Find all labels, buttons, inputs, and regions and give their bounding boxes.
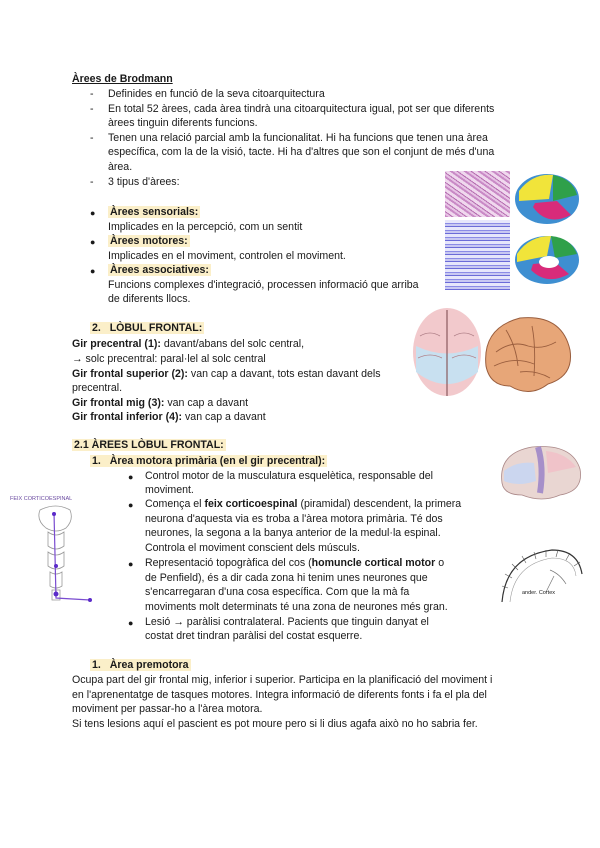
motor-cortex-brain [496, 441, 584, 503]
list-item: En total 52 àrees, cada àrea tindrà una citoarquitectura igual, pot ser que diferents [108, 103, 495, 115]
subsection-title-primary-motor: 1. Àrea motora primària (en el gir precentral): [92, 455, 326, 467]
area-type-name: Àrees sensorials: [110, 206, 199, 218]
gyrus-line: precentral. [72, 382, 123, 394]
list-item: 3 tipus d'àrees: [108, 176, 180, 188]
dot-bullet: ● [128, 559, 134, 569]
dot-bullet: ● [128, 500, 134, 510]
brain-lateral-sulci [476, 306, 576, 402]
paragraph-line: Si tens lesions aquí el pascient es pot moure pero si li dius agafa això no ho sabria fer. [72, 718, 478, 730]
brain-superior-view [410, 306, 484, 400]
subsection-title-premotor: 1. Àrea premotora [92, 659, 189, 671]
brodmann-brain-medial [513, 232, 581, 288]
tract-label: FEIX CORTICOESPINAL [10, 496, 73, 502]
gyrus-line: Gir frontal superior (2): van cap a davant, tots estan davant dels [72, 368, 381, 380]
gyrus-line: → solc precentral: paral·lel al solc central [72, 353, 266, 365]
histology-image [445, 171, 510, 217]
dot-bullet: ● [128, 618, 134, 628]
corticospinal-tract-figure [10, 496, 106, 606]
dot-bullet: ● [90, 237, 96, 247]
paragraph-line: Ocupa part del gir frontal mig, inferior i superior. Participa en la planificació del moviment i [72, 674, 493, 686]
area-type-desc: de diferents llocs. [108, 293, 191, 305]
nissl-stain-image [445, 220, 510, 290]
bullet-text: moviment. [145, 484, 194, 496]
bullet-text: moviments molt determinats té una zona de neurones més gran. [145, 601, 448, 613]
bullet-text: de Penfield), és a dir cada zona hi tenim unes neurones que [145, 572, 428, 584]
area-type-name: Àrees associatives: [110, 264, 209, 276]
list-item: àrea. [108, 161, 133, 173]
bullet-text: neurona d'aquesta via es troba a l'àrea motora primària. Té dos [145, 513, 443, 525]
bullet-text: Controla el moviment conscient dels músculs. [145, 542, 360, 554]
bullet-text: neurones, la segona a la banya anterior de la medul·la espinal. [145, 527, 441, 539]
gyrus-line: Gir precentral (1): davant/abans del solc central, [72, 338, 305, 350]
dot-bullet: ● [90, 208, 96, 218]
paragraph-line: moviment per passar-ho a l'àrea motora. [72, 703, 263, 715]
area-type-name: Àrees motores: [110, 235, 188, 247]
homunculus-label: ander. Cortex [522, 590, 556, 596]
bullet-text: costat dret tindran paràlisi del costat esquerre. [145, 630, 363, 642]
dash-bullet: - [90, 103, 94, 115]
brodmann-brain-lateral [513, 171, 581, 227]
section-title-brodmann: Àrees de Brodmann [72, 73, 173, 85]
motor-homunculus-figure [492, 540, 586, 610]
list-item: àrees tinguin diferents funcions. [108, 117, 258, 129]
dot-bullet: ● [128, 472, 134, 482]
list-item: específica, com la de la visió, tacte. Hi ha d'altres que son el conjunt de més d'una [108, 146, 495, 158]
dash-bullet: - [90, 88, 94, 100]
bullet-text: s'encarregaran d'una cosa específica. Com que la mà fa [145, 586, 410, 598]
dash-bullet: - [90, 176, 94, 188]
gyrus-line: Gir frontal inferior (4): van cap a davant [72, 411, 266, 423]
list-item: Tenen una relació parcial amb la funcionalitat. Hi ha funcions que tenen una àrea [108, 132, 488, 144]
bullet-text: Comença el feix corticoespinal (piramidal) descendent, la primera [145, 498, 462, 510]
dash-bullet: - [90, 132, 94, 144]
bullet-text: Lesió → paràlisi contralateral. Pacients que tinguin danyat el [145, 616, 429, 628]
section-title-frontal: 2. LÒBUL FRONTAL: [92, 322, 203, 334]
gyrus-line: Gir frontal mig (3): van cap a davant [72, 397, 249, 409]
bullet-text: Representació topogràfica del cos (homuncle cortical motor o [145, 557, 445, 569]
dot-bullet: ● [90, 266, 96, 276]
section-title-frontal-areas: 2.1 ÀREES LÒBUL FRONTAL: [74, 439, 224, 451]
bullet-text: Control motor de la musculatura esquelètica, responsable del [145, 470, 433, 482]
paragraph-line: en l'aprenentatge de tasques motores. Integra informació de diferents fonts i fa el pla del [72, 689, 487, 701]
area-type-desc: Implicades en el moviment, controlen el moviment. [108, 250, 346, 262]
area-type-desc: Implicades en la percepció, com un sentit [108, 221, 303, 233]
area-type-desc: Funcions complexes d'integració, processen informació que arriba [108, 279, 419, 291]
list-item: Definides en funció de la seva citoarquitectura [108, 88, 325, 100]
